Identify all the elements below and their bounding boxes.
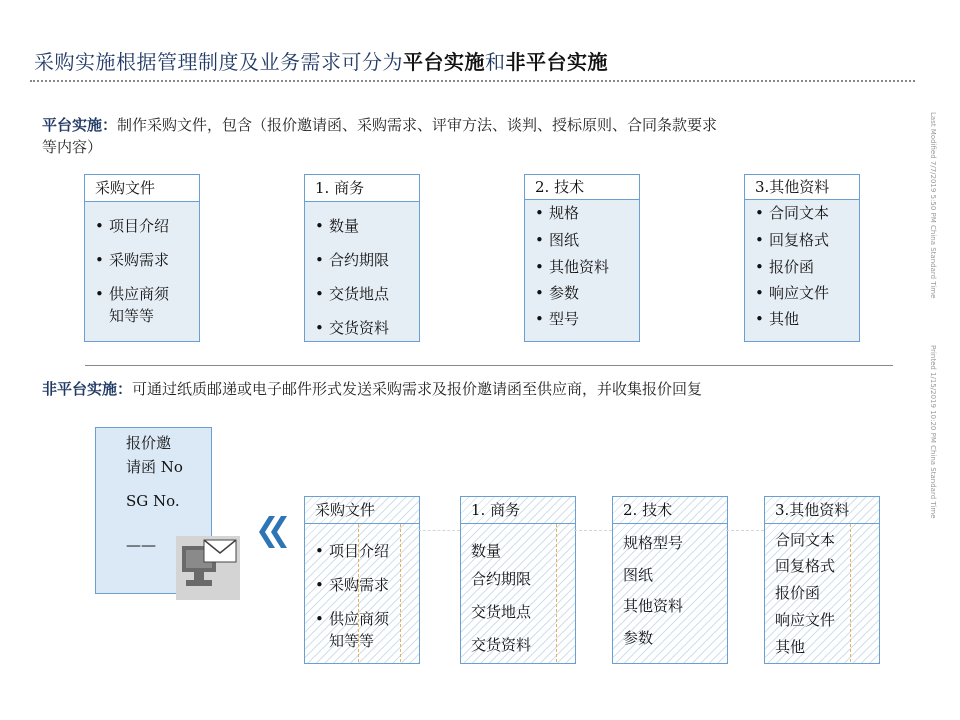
list-item: • 交货地点 bbox=[315, 285, 390, 303]
nonplatform-box-commercial bbox=[460, 496, 576, 664]
computer-mail-icon bbox=[176, 536, 240, 600]
platform-desc-line2: 等内容） bbox=[42, 138, 103, 156]
list-item: 规格型号 bbox=[623, 534, 684, 552]
box-body bbox=[525, 200, 639, 341]
box-header: 2. 技术 bbox=[525, 175, 639, 200]
list-item: 其他 bbox=[775, 638, 806, 656]
list-item: 响应文件 bbox=[775, 611, 836, 629]
list-item-cont: 知等等 bbox=[329, 632, 375, 650]
list-item: 合约期限 bbox=[471, 570, 532, 588]
platform-label: 平台实施： bbox=[42, 116, 118, 134]
platform-box-technical bbox=[524, 174, 640, 342]
doc-signature-line: —— bbox=[126, 536, 156, 554]
box-header: 采购文件 bbox=[305, 497, 419, 524]
nonplatform-desc: 可通过纸质邮递或电子邮件形式发送采购需求及报价邀请函至供应商，并收集报价回复 bbox=[132, 380, 703, 398]
nonplatform-box-procurement-docs bbox=[304, 496, 420, 664]
box-header: 采购文件 bbox=[85, 175, 199, 202]
box-header: 1. 商务 bbox=[305, 175, 419, 202]
section-divider bbox=[85, 365, 893, 366]
title-divider bbox=[30, 80, 915, 82]
list-item: • 报价函 bbox=[755, 258, 815, 276]
list-item: • 规格 bbox=[535, 204, 580, 222]
title-bold-platform: 平台实施 bbox=[403, 50, 485, 74]
title-and: 和 bbox=[485, 50, 506, 74]
platform-section bbox=[42, 114, 902, 158]
list-item-cont: 知等等 bbox=[109, 307, 155, 325]
list-item: 图纸 bbox=[623, 566, 654, 584]
doc-sg-number: SG No. bbox=[126, 492, 180, 510]
doc-title-line1: 报价邀 bbox=[126, 434, 172, 452]
list-item: • 图纸 bbox=[535, 231, 580, 249]
doc-title-line2: 请函 No bbox=[126, 458, 183, 476]
list-item: 回复格式 bbox=[775, 557, 836, 575]
title-bold-nonplatform: 非平台实施 bbox=[505, 50, 608, 74]
list-item: 数量 bbox=[471, 542, 502, 560]
box-header: 2. 技术 bbox=[613, 497, 727, 524]
list-item: • 参数 bbox=[535, 284, 580, 302]
list-item: 参数 bbox=[623, 629, 654, 647]
nonplatform-box-technical bbox=[612, 496, 728, 664]
list-item: 合同文本 bbox=[775, 531, 836, 549]
box-header: 3.其他资料 bbox=[745, 175, 859, 200]
list-item: • 合同文本 bbox=[755, 204, 830, 222]
list-item: • 型号 bbox=[535, 310, 580, 328]
list-item: • 其他资料 bbox=[535, 258, 610, 276]
connector bbox=[726, 530, 764, 531]
list-item: • 采购需求 bbox=[95, 251, 170, 269]
bullet: • bbox=[95, 285, 104, 303]
double-chevron-left-icon bbox=[255, 514, 287, 550]
nonplatform-section bbox=[42, 378, 902, 400]
box-header: 1. 商务 bbox=[461, 497, 575, 524]
page-title bbox=[34, 46, 608, 75]
list-item: • 响应文件 bbox=[755, 284, 830, 302]
platform-box-procurement-docs bbox=[84, 174, 200, 342]
list-item: • 回复格式 bbox=[755, 231, 830, 249]
list-item: 报价函 bbox=[775, 584, 821, 602]
bullet: • bbox=[95, 251, 104, 269]
platform-box-commercial bbox=[304, 174, 420, 342]
list-item: • 交货资料 bbox=[315, 319, 390, 337]
list-item: 交货资料 bbox=[471, 636, 532, 654]
list-item: • 其他 bbox=[755, 310, 800, 328]
box-body bbox=[745, 200, 859, 341]
bullet: • bbox=[95, 217, 104, 235]
title-text: 采购实施根据管理制度及业务需求可分为 bbox=[34, 50, 403, 74]
connector bbox=[418, 530, 460, 531]
list-item: • 数量 bbox=[315, 217, 360, 235]
nonplatform-label: 非平台实施： bbox=[42, 380, 133, 398]
list-item: • 供应商须 bbox=[95, 285, 170, 303]
nonplatform-box-other-materials bbox=[764, 496, 880, 664]
platform-desc-line1: 制作采购文件，包含（报价邀请函、采购需求、评审方法、谈判、授标原则、合同条款要求 bbox=[117, 116, 718, 134]
list-item: • 项目介绍 bbox=[315, 542, 390, 560]
connector bbox=[574, 530, 612, 531]
list-item: 交货地点 bbox=[471, 603, 532, 621]
box-body bbox=[305, 202, 419, 341]
last-modified-note: Last Modified 7/7/2019 5:50 PM China Standard Time bbox=[929, 112, 937, 299]
list-item: • 采购需求 bbox=[315, 576, 390, 594]
platform-box-other-materials bbox=[744, 174, 860, 342]
printed-note: Printed 1/15/2019 10:20 PM China Standard Time bbox=[929, 345, 937, 519]
box-body bbox=[85, 202, 199, 341]
list-item: • 合约期限 bbox=[315, 251, 390, 269]
list-item: • 项目介绍 bbox=[95, 217, 170, 235]
box-header: 3.其他资料 bbox=[765, 497, 879, 524]
list-item: • 供应商须 bbox=[315, 610, 390, 628]
list-item: 其他资料 bbox=[623, 597, 684, 615]
